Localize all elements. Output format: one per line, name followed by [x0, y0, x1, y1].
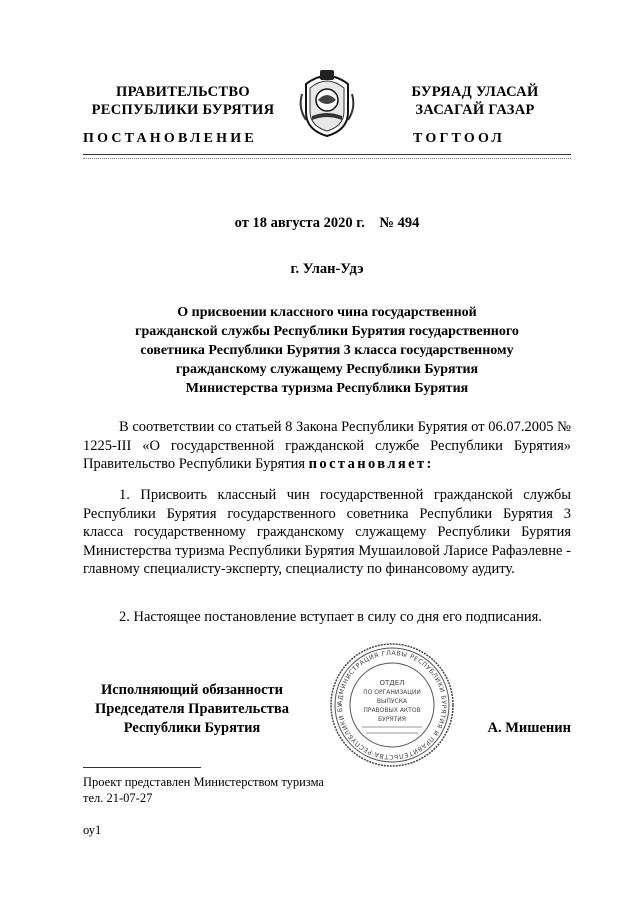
stamp-seal-icon	[328, 641, 456, 769]
preamble-paragraph	[83, 418, 571, 474]
stamp-text-line: ПО ОРГАНИЗАЦИИ	[363, 689, 421, 696]
header-right-line1: БУРЯАД УЛАСАЙ	[411, 84, 539, 100]
footer-rule	[83, 767, 201, 768]
preamble-text: В соответствии со статьей 8 Закона Республики Бурятия от 06.07.2005 № 1225-III «О государственной гражданской службе Республики Бурятия» Правительство Республики Бурятия	[83, 419, 571, 472]
item-1-paragraph: 1. Присвоить классный чин государственной гражданской службы Республики Бурятия государственного советника Республики Бурятия 3 класса государственному гражданскому служащему Республики Бурятия Министерства туризма Республики Бурятия Мушаиловой Ларисе Рафаэлевне - главному специалисту-эксперту, специалисту по финансовому аудиту.	[83, 487, 571, 577]
city: г. Улан-Удэ	[290, 261, 364, 277]
coat-of-arms-icon	[296, 64, 358, 138]
position-line1: Исполняющий обязанности	[100, 682, 284, 698]
header-left-line1: ПРАВИТЕЛЬСТВО	[116, 84, 250, 100]
footer-project-note: Проект представлен Министерством туризма	[83, 775, 324, 789]
position-line3: Республики Бурятия	[123, 720, 261, 736]
stamp-text-line: ПРАВОВЫХ АКТОВ	[363, 707, 421, 714]
stamp-ring-text: АДМИНИСТРАЦИЯ ГЛАВЫ РЕСПУБЛИКИ БУРЯТИЯ И ПРАВИТЕЛЬСТВА РЕСПУБЛИКИ БУ	[336, 649, 448, 761]
signatory-name: А. Мишенин	[487, 720, 571, 736]
stamp-text-line: ВЫПУСКА	[376, 698, 408, 705]
header-rule	[83, 154, 571, 155]
stamp-text-line: БУРЯТИЯ	[378, 716, 406, 723]
item-2-paragraph: 2. Настоящее постановление вступает в силу со дня его подписания.	[119, 609, 542, 625]
doc-type-left: ПОСТАНОВЛЕНИЕ	[83, 131, 257, 146]
official-stamp	[328, 641, 456, 769]
title-line: О присвоении классного чина государственной	[177, 305, 477, 320]
title-line: гражданскому служащему Республики Бурятия	[175, 362, 479, 377]
title-line: Министерства туризма Республики Бурятия	[185, 381, 469, 396]
position-line2: Председателя Правительства	[95, 701, 289, 717]
signatory-position	[83, 681, 301, 738]
header-left-line2: РЕСПУБЛИКИ БУРЯТИЯ	[91, 102, 275, 118]
footer-phone: тел. 21-07-27	[83, 791, 153, 805]
header-rule-dotted	[83, 158, 571, 159]
preamble-decree: постановляет:	[308, 456, 434, 472]
header-left-org	[83, 83, 283, 119]
coat-of-arms-emblem	[296, 64, 358, 138]
stamp-text-line: ОТДЕЛ	[379, 679, 405, 687]
document-title	[83, 303, 571, 398]
footer-code: оу1	[83, 823, 102, 837]
doc-type-right: ТОГТООЛ	[413, 131, 506, 146]
header-right-org	[380, 83, 570, 119]
date-number: от 18 августа 2020 г. № 494	[234, 215, 420, 231]
title-line: советника Республики Бурятия 3 класса государственному	[140, 343, 514, 358]
title-line: гражданской службы Республики Бурятия государственного	[135, 324, 519, 339]
header-right-line2: ЗАСАГАЙ ГАЗАР	[415, 102, 535, 118]
